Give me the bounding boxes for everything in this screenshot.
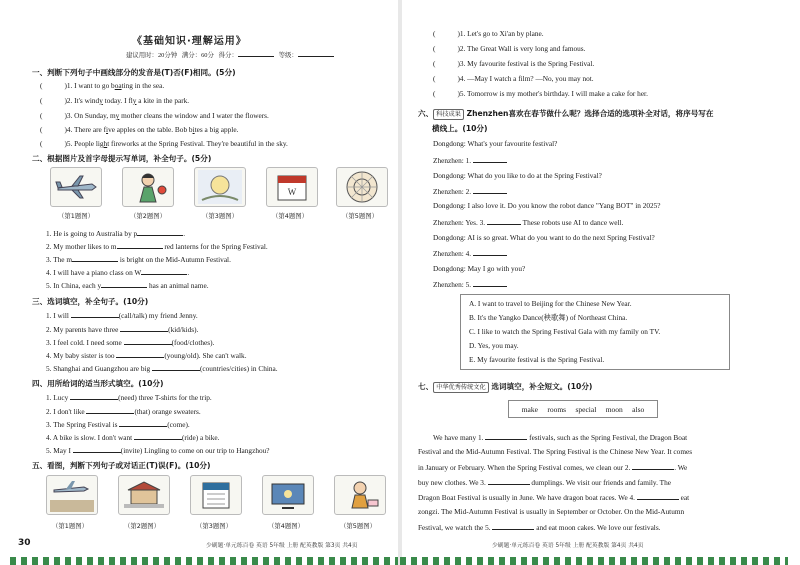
girl-lantern-picture bbox=[122, 167, 174, 207]
meta-row bbox=[126, 49, 334, 61]
passage-line-4: buy new clothes. We 3. dumplings. We visit our friends and family. The bbox=[418, 478, 671, 487]
passage-line-7: Festival, we watch the 5. and eat moon cakes. We love our festivals. bbox=[418, 523, 661, 532]
palace-icon bbox=[122, 478, 166, 512]
s5-caption-2: （第2题图） bbox=[124, 522, 161, 530]
section6-heading-line2: 横线上。(10分) bbox=[432, 124, 488, 133]
dialog-line-6: Zhenzhen: Yes. 3. These robots use AI to dance well. bbox=[433, 218, 624, 227]
dialog-line-3: Dongdong: What do you like to do at the Spring Festival? bbox=[433, 171, 602, 180]
calendar-spring-picture bbox=[190, 475, 242, 515]
dialog-line-7: Dongdong: AI is so great. What do you want to do the next Spring Festival? bbox=[433, 233, 655, 242]
passage-line-6: zongzi. The Mid-Autumn Festival is usually in September or October. On the Mid-Autumn bbox=[418, 507, 685, 516]
section2-heading: 二、根据图片及首字母提示写单词，补全句子。(5分) bbox=[32, 154, 212, 163]
tag-culture: 中华优秀传统文化 bbox=[433, 382, 489, 393]
passage-line-1: We have many 1. festivals, such as the Spring Festival, the Dragon Boat bbox=[433, 433, 688, 442]
meta-score: 满分：60分 bbox=[181, 52, 214, 59]
dialog-line-4: Zhenzhen: 2. bbox=[433, 186, 507, 197]
s2-caption-4: （第4题图） bbox=[272, 212, 309, 220]
word-3: special bbox=[575, 404, 597, 414]
moon-icon bbox=[198, 170, 242, 204]
section4-heading: 四、用所给词的适当形式填空。(10分) bbox=[32, 379, 164, 388]
s1-item-4: ( )4. There are five apples on the table. Bob bites a big apple. bbox=[40, 125, 239, 134]
plane-city-icon bbox=[50, 478, 94, 512]
s5-item-3: ( )3. My favourite festival is the Spring Festival. bbox=[433, 59, 595, 68]
film-picture bbox=[262, 475, 314, 515]
s3-item-5: 5. Shanghai and Guangzhou are big (countries/cities) in China. bbox=[46, 364, 278, 373]
word-bank bbox=[508, 400, 658, 418]
s3-item-3: 3. I feel cold. I need some (food/clothes). bbox=[46, 338, 215, 347]
passage-line-2: Festival and the Mid-Autumn Festival. The Spring Festival is the Chinese New Year. It comes bbox=[418, 447, 693, 456]
s5-item-5: ( )5. Tomorrow is my mother's birthday. I will make a cake for her. bbox=[433, 89, 648, 98]
s4-item-4: 4. A bike is slow. I don't want (ride) a bike. bbox=[46, 433, 220, 442]
s5-item-2: ( )2. The Great Wall is very long and famous. bbox=[433, 44, 586, 53]
word-5: also bbox=[632, 404, 645, 414]
s2-item-1: 1. He is going to Australia by p . bbox=[46, 229, 186, 238]
footer-left: 少刷题·单元练百卷 英语 5年级 上册 配英教版 第3页 共4页 bbox=[206, 543, 358, 549]
option-c: C. I like to watch the Spring Festival Gala with my family on TV. bbox=[469, 327, 661, 336]
s2-caption-5: （第5题图） bbox=[342, 212, 379, 220]
dialog-line-8: Zhenzhen: 4. bbox=[433, 248, 507, 259]
s1-item-2: ( )2. It's windy today. I fly a kite in the park. bbox=[40, 96, 190, 105]
tv-icon bbox=[266, 478, 310, 512]
s5-caption-1: （第1题图） bbox=[52, 522, 89, 530]
s4-item-2: 2. I don't like (that) orange sweaters. bbox=[46, 407, 201, 416]
dialog-line-9: Dongdong: May I go with you? bbox=[433, 264, 526, 273]
calendar-icon bbox=[194, 478, 238, 512]
moon-picture bbox=[194, 167, 246, 207]
option-e: E. My favourite festival is the Spring Festival. bbox=[469, 355, 605, 364]
meta-got: 得分： bbox=[218, 52, 238, 59]
s5-item-4: ( )4. —May I watch a film? —No, you may not. bbox=[433, 74, 594, 83]
footer-right: 少刷题·单元练百卷 英语 5年级 上册 配英教版 第4页 共4页 bbox=[492, 543, 644, 549]
birthday-picture bbox=[334, 475, 386, 515]
option-b: B. It's the Yangko Dance(秧歌舞) of Northeast China. bbox=[469, 313, 628, 322]
s5-caption-5: （第5题图） bbox=[340, 522, 377, 530]
tag-tech: 科技成果 bbox=[433, 109, 464, 120]
airplane-picture bbox=[50, 167, 102, 207]
page-title: 《基础知识·理解运用》 bbox=[132, 36, 247, 47]
s4-item-1: 1. Lucy (need) three T-shirts for the trip. bbox=[46, 393, 212, 402]
word-4: moon bbox=[605, 404, 623, 414]
s2-item-4: 4. I will have a piano class on W . bbox=[46, 268, 190, 277]
airplane-icon bbox=[54, 170, 98, 204]
dialog-line-1: Dongdong: What's your favourite festival? bbox=[433, 139, 558, 148]
s3-item-4: 4. My baby sister is too (young/old). She can't walk. bbox=[46, 351, 247, 360]
section7-heading: 七、 中华优秀传统文化 选词填空，补全短文。(10分) bbox=[418, 382, 593, 391]
zodiac-picture bbox=[336, 167, 388, 207]
s2-item-5: 5. In China, each y has an animal name. bbox=[46, 281, 209, 290]
section3-heading: 三、选词填空，补全句子。(10分) bbox=[32, 297, 149, 306]
great-wall-picture bbox=[118, 475, 170, 515]
dialog-line-10: Zhenzhen: 5. bbox=[433, 279, 507, 290]
s5-caption-3: （第3题图） bbox=[196, 522, 233, 530]
s5-caption-4: （第4题图） bbox=[268, 522, 305, 530]
zodiac-wheel-icon bbox=[340, 170, 384, 204]
calendar-picture bbox=[266, 167, 318, 207]
option-a: A. I want to travel to Beijing for the Chinese New Year. bbox=[469, 299, 632, 308]
dialog-line-2: Zhenzhen: 1. bbox=[433, 155, 507, 166]
s2-caption-1: （第1题图） bbox=[58, 212, 95, 220]
xian-plane-picture bbox=[46, 475, 98, 515]
meta-time: 建议用时：20分钟 bbox=[126, 52, 178, 59]
s2-item-2: 2. My mother likes to m red lanterns for the Spring Festival. bbox=[46, 242, 268, 251]
s3-item-1: 1. I will (call/talk) my friend Jenny. bbox=[46, 311, 198, 320]
s1-item-1: ( )1. I want to go boating in the sea. bbox=[40, 81, 165, 90]
s4-item-5: 5. May I (invite) Lingling to come on our trip to Hangzhou? bbox=[46, 446, 270, 455]
options-box bbox=[460, 294, 730, 370]
passage-line-5: Dragon Boat Festival is usually in June. We have dragon boat races. We 4. eat bbox=[418, 493, 690, 502]
passage-line-3: in January or February. When the Spring Festival comes, we clean our 2. . We bbox=[418, 463, 688, 472]
word-1: make bbox=[521, 404, 538, 414]
s3-item-2: 2. My parents have three (kid/kids). bbox=[46, 325, 199, 334]
dialog-line-5: Dongdong: I also love it. Do you know the robot dance "Yang BOT" in 2025? bbox=[433, 201, 661, 210]
s1-item-5: ( )5. People light fireworks at the Spring Festival. They're beautiful in the sky. bbox=[40, 139, 288, 148]
section5-heading: 五、看图，判断下列句子或对话正(T)误(F)。(10分) bbox=[32, 461, 211, 470]
s5-item-1: ( )1. Let's go to Xi'an by plane. bbox=[433, 29, 544, 38]
s4-item-3: 3. The Spring Festival is (come). bbox=[46, 420, 190, 429]
option-d: D. Yes, you may. bbox=[469, 341, 519, 350]
svg-text:W: W bbox=[287, 187, 297, 197]
calendar-icon bbox=[270, 170, 314, 204]
section6-heading: 六、 科技成果 Zhenzhen喜欢在春节做什么呢？选择合适的选项补全对话，将序号写在 bbox=[418, 109, 714, 118]
s2-caption-3: （第3题图） bbox=[202, 212, 239, 220]
section1-heading: 一、判断下列句子中画线部分的发音是(T)否(F)相同。(5分) bbox=[32, 68, 236, 77]
page-number-left: 30 bbox=[18, 538, 31, 548]
s1-item-3: ( )3. On Sunday, my mother cleans the window and I water the flowers. bbox=[40, 111, 269, 120]
s2-caption-2: （第2题图） bbox=[130, 212, 167, 220]
s2-item-3: 3. The m is bright on the Mid-Autumn Festival. bbox=[46, 255, 231, 264]
girl-icon bbox=[126, 170, 170, 204]
word-2: rooms bbox=[547, 404, 567, 414]
meta-grade: 等级： bbox=[278, 52, 298, 59]
person-cake-icon bbox=[338, 478, 382, 512]
right-page bbox=[400, 0, 800, 565]
